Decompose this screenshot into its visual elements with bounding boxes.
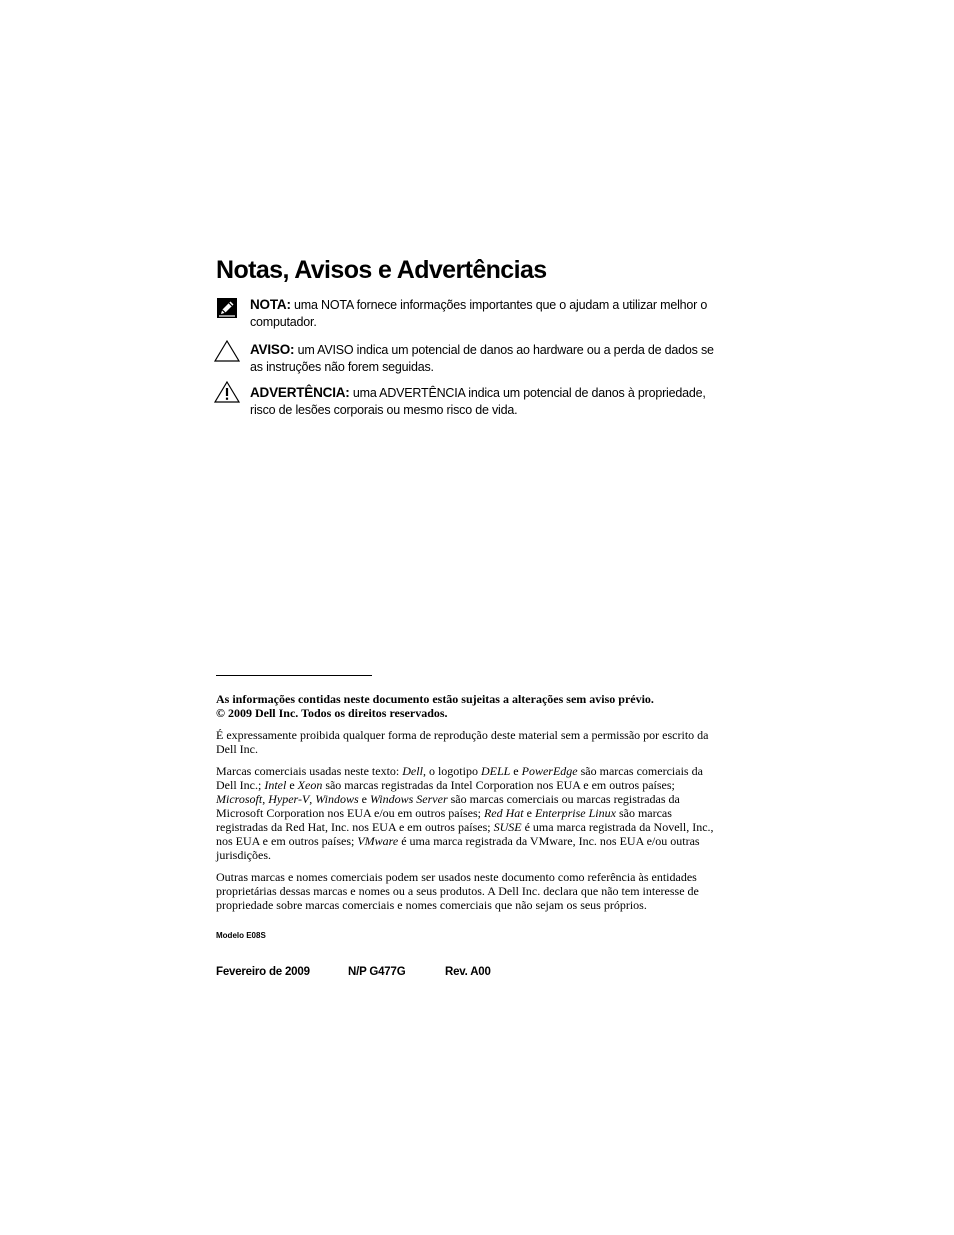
trademark-intel: Intel [264,778,287,792]
caution-triangle-icon [213,339,237,363]
caution-label: AVISO: [250,342,295,357]
copyright-line: © 2009 Dell Inc. Todos os direitos reservados. [216,706,448,720]
warning-text: uma ADVERTÊNCIA indica um potencial de danos à propriedade, risco de lesões corporais ou mesmo risco de vida. [250,386,706,417]
warning-exclamation-triangle-icon [213,380,237,404]
trademark-poweredge: PowerEdge [521,764,578,778]
caution-text: um AVISO indica um potencial de danos ao hardware ou a perda de dados se as instruções não forem seguidas. [250,343,714,374]
trademark-dell: Dell [402,764,423,778]
note-label: NOTA: [250,297,291,312]
warning-notice [216,384,716,419]
note-text: uma NOTA fornece informações importantes que o ajudam a utilizar melhor o computador. [250,298,708,329]
note-pencil-icon [216,297,240,321]
reproduction-paragraph: É expressamente proibida qualquer forma de reprodução deste material sem a permissão por escrito da Dell Inc. [216,728,709,756]
model-number: Modelo E08S [216,931,266,940]
warning-label: ADVERTÊNCIA: [250,385,350,400]
trademark-hyper-v: Hyper-V [268,792,310,806]
trademark-xeon: Xeon [297,778,323,792]
note-notice [216,296,716,331]
trademark-microsoft: Microsoft [216,792,263,806]
trademark-vmware: VMware [357,834,399,848]
trademark-windows: Windows [315,792,359,806]
trademark-red-hat: Red Hat [483,806,524,820]
change-notice-line: As informações contidas neste documento estão sujeitas a alterações sem aviso prévio. [216,692,654,706]
trademarks-paragraph: Marcas comerciais usadas neste texto: Dell, o logotipo DELL e PowerEdge são marcas comerciais da Dell Inc.; Intel e Xeon são marcas registradas da Intel Corporation nos EUA e em outros países; Microsoft, Hyper-V, Windows e Windows Server são marcas comerciais ou marcas registradas da Microsoft Corporation nos EUA e/ou em outros países; Red Hat e Enterprise Linux são marcas registradas da Red Hat, Inc. nos EUA e em outros países; SUSE é uma marca registrada da Novell, Inc., nos EUA e em outros países; VMware é uma marca registrada da VMware, Inc. nos EUA e/ou outras jurisdições. [216,764,714,862]
trademark-suse: SUSE [493,820,522,834]
trademark-windows-server: Windows Server [369,792,448,806]
other-marks-paragraph: Outras marcas e nomes comerciais podem ser usados neste documento como referência às entidades proprietárias dessas marcas e nomes ou a seus produtos. A Dell Inc. declara que não tem interesse de propriedade sobre marcas comerciais e nomes comerciais que não sejam os seus próprios. [216,870,699,912]
trademark-enterprise-linux: Enterprise Linux [534,806,616,820]
change-notice [216,692,716,720]
caution-notice [216,341,716,376]
footer-date: Fevereiro de 2009 [216,966,310,978]
trademark-dell-logo: DELL [480,764,511,778]
footer-revision: Rev. A00 [445,966,491,978]
footer-part-number: N/P G477G [348,966,406,978]
page-title: Notas, Avisos e Advertências [216,256,547,284]
separator-rule [216,675,372,676]
